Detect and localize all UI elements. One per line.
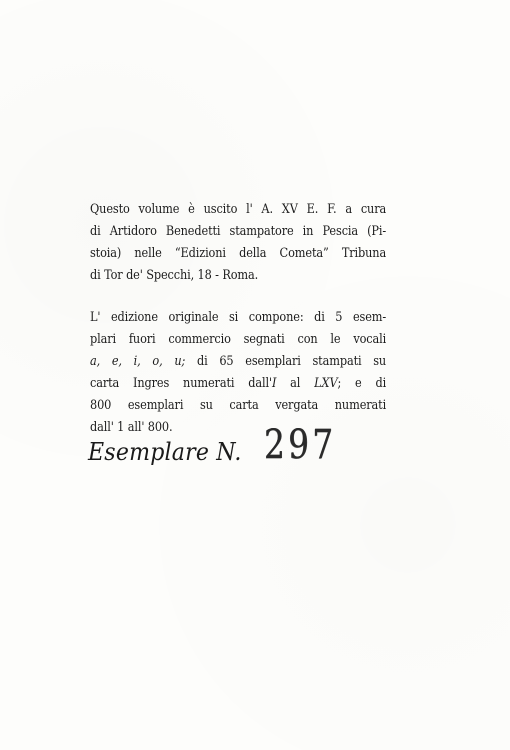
colophon-text-run: al	[276, 375, 315, 390]
colophon-paragraph-1	[90, 198, 387, 286]
copy-number-stamp: 297	[264, 422, 337, 468]
colophon-line: 800 esemplari su carta vergata numerati	[90, 397, 387, 412]
colophon-line: dall' 1 all' 800.	[90, 419, 173, 434]
colophon-line: L' edizione originale si compone: di 5 esem-	[90, 309, 387, 324]
colophon-line: di Tor de' Specchi, 18 - Roma.	[90, 267, 259, 282]
colophon-line	[90, 350, 386, 372]
colophon-line: plari fuori commercio segnati con le vocali	[90, 331, 387, 346]
colophon-text-run: carta Ingres numerati dall'	[90, 375, 272, 390]
colophon-line	[90, 372, 386, 394]
colophon-text-run: ; e di	[337, 375, 387, 390]
colophon-line: stoia) nelle “Edizioni della Cometa” Tribuna	[90, 245, 387, 260]
roman-numeral-italic: LXV	[314, 375, 338, 390]
colophon-paragraph-2	[90, 306, 387, 438]
colophon-line: Questo volume è uscito l' A. XV E. F. a cura	[90, 201, 387, 216]
vowels-italic: a, e, i, o, u;	[90, 353, 186, 368]
copy-label: Esemplare N.	[88, 438, 242, 466]
roman-numeral-italic: I	[271, 375, 277, 390]
colophon-text-run: di 65 esemplari stampati su	[185, 353, 387, 368]
colophon-text	[90, 198, 387, 438]
colophon-line: di Artidoro Benedetti stampatore in Pescia (Pi-	[90, 223, 387, 238]
